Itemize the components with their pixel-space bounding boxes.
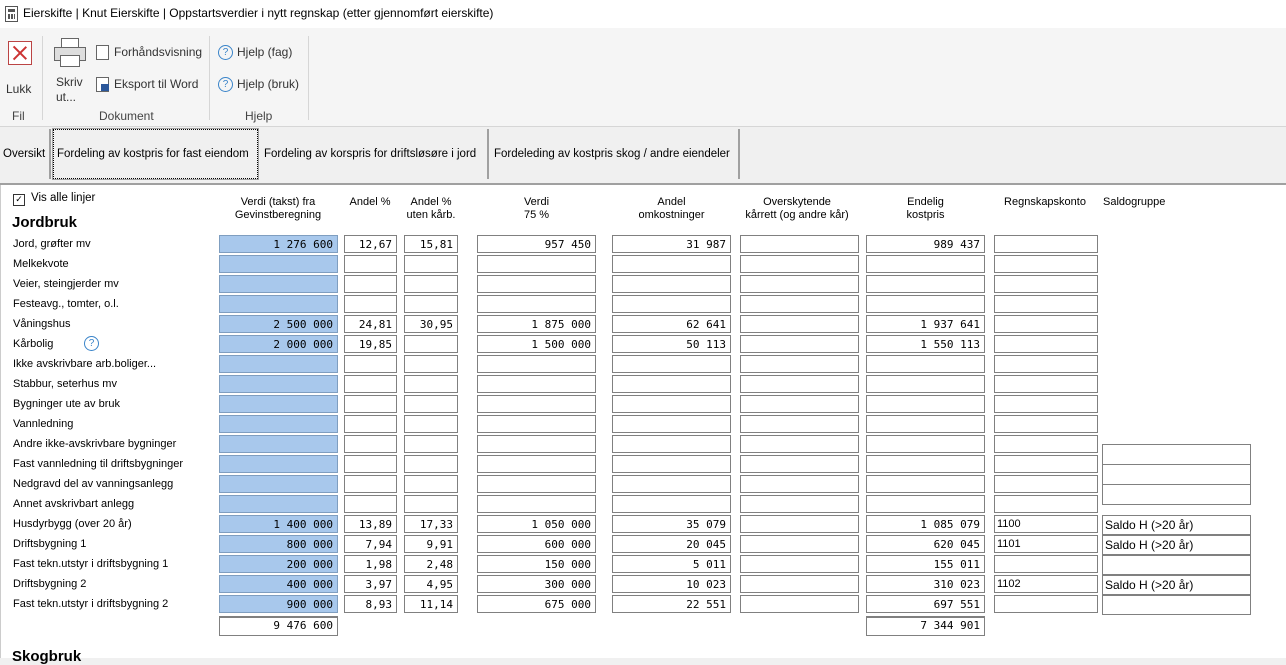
row-label: Ikke avskrivbare arb.boliger... [13,358,157,370]
andel-uten-cell: 30,95 [404,315,458,333]
endelig-kostpris-cell [866,475,985,493]
print-label: Skriv ut... [56,75,83,104]
verdi-takst-input[interactable] [219,255,338,273]
saldogruppe-select[interactable]: Saldo H (>20 år) [1102,535,1251,555]
endelig-kostpris-cell: 697 551 [866,595,985,613]
verdi-takst-input[interactable] [219,475,338,493]
saldogruppe-select[interactable] [1102,464,1251,485]
andel-cell [344,415,397,433]
verdi-takst-input[interactable] [219,395,338,413]
regnskapskonto-input[interactable] [994,295,1098,313]
andel-uten-cell [404,275,458,293]
endelig-kostpris-cell [866,495,985,513]
verdi75-cell: 957 450 [477,235,596,253]
andel-cell [344,295,397,313]
help-fag-button[interactable] [217,44,307,62]
help-bruk-button[interactable] [217,76,307,94]
endelig-kostpris-cell [866,395,985,413]
show-all-lines-label: Vis alle linjer [31,192,96,204]
overskytende-input[interactable] [740,595,859,613]
row-label: Stabbur, seterhus mv [13,378,117,390]
print-button[interactable] [50,36,88,106]
andel-cell: 1,98 [344,555,397,573]
overskytende-input[interactable] [740,535,859,553]
overskytende-input[interactable] [740,495,859,513]
col-header-konto: Regnskapskonto [1004,196,1086,208]
saldogruppe-select[interactable] [1102,595,1251,615]
endelig-kostpris-cell [866,275,985,293]
overskytende-input[interactable] [740,315,859,333]
regnskapskonto-input[interactable] [994,255,1098,273]
verdi75-cell [477,355,596,373]
andel-uten-cell [404,375,458,393]
endelig-kostpris-cell: 310 023 [866,575,985,593]
overskytende-input[interactable] [740,555,859,573]
saldogruppe-select[interactable]: Saldo H (>20 år) [1102,515,1251,535]
preview-label: Forhåndsvisning [114,45,203,59]
endelig-kostpris-cell [866,355,985,373]
col-header-endelig: Endelig kostpris [906,196,945,221]
regnskapskonto-input[interactable] [994,455,1098,473]
regnskapskonto-input[interactable] [994,395,1098,413]
verdi75-cell [477,495,596,513]
word-icon [96,77,109,92]
row-label: Nedgravd del av vanningsanlegg [13,478,174,490]
endelig-kostpris-cell: 1 937 641 [866,315,985,333]
verdi75-cell: 300 000 [477,575,596,593]
regnskapskonto-input[interactable] [994,235,1098,253]
row-label: Fast vannledning til driftsbygninger [13,458,183,470]
andel-uten-cell [404,435,458,453]
omkostninger-cell: 50 113 [612,335,731,353]
regnskapskonto-input[interactable] [994,335,1098,353]
verdi-takst-input[interactable]: 400 000 [219,575,338,593]
overskytende-input[interactable] [740,515,859,533]
row-label: Festeavg., tomter, o.l. [13,298,119,310]
verdi75-cell [477,395,596,413]
andel-uten-cell [404,255,458,273]
omkostninger-cell: 62 641 [612,315,731,333]
tab-skog-andre[interactable]: Fordeleding av kostpris skog / andre eiendeler [491,129,740,179]
row-label: Fast tekn.utstyr i driftsbygning 1 [13,558,169,570]
verdi75-cell: 600 000 [477,535,596,553]
omkostninger-cell [612,255,731,273]
andel-uten-cell [404,495,458,513]
omkostninger-cell [612,355,731,373]
endelig-kostpris-cell [866,415,985,433]
tab-driftslosore[interactable]: Fordeling av korspris for driftsløsøre i jord [261,129,489,179]
export-word-button[interactable] [94,76,206,94]
andel-cell [344,355,397,373]
help-icon: ? [218,45,233,60]
regnskapskonto-input[interactable] [994,275,1098,293]
endelig-kostpris-cell: 989 437 [866,235,985,253]
overskytende-input[interactable] [740,435,859,453]
col-header-andel-uten: Andel % uten kårb. [406,196,456,221]
row-label: Driftsbygning 1 [13,538,87,550]
row-label: Annet avskrivbart anlegg [13,498,135,510]
col-header-verdi75: Verdi 75 % [523,196,550,221]
andel-uten-cell: 11,14 [404,595,458,613]
row-label: Andre ikke-avskrivbare bygninger [13,438,177,450]
verdi75-cell [477,275,596,293]
printer-icon [54,38,84,66]
verdi75-cell [477,375,596,393]
help-icon: ? [218,77,233,92]
overskytende-input[interactable] [740,335,859,353]
omkostninger-cell [612,475,731,493]
verdi75-cell: 1 875 000 [477,315,596,333]
window-title: Eierskifte | Knut Eierskifte | Oppstartsverdier i nytt regnskap (etter gjennomført eierskifte) [23,6,494,20]
col-header-overskytende: Overskytende kårrett (og andre kår) [745,196,849,221]
group-divider [209,36,210,120]
section-title-skogbruk: Skogbruk [12,648,82,665]
verdi-takst-input[interactable]: 2 500 000 [219,315,338,333]
group-label-hjelp: Hjelp [245,109,273,123]
close-label: Lukk [6,82,32,96]
omkostninger-cell [612,415,731,433]
overskytende-input[interactable] [740,475,859,493]
verdi-takst-input[interactable]: 800 000 [219,535,338,553]
omkostninger-cell: 35 079 [612,515,731,533]
regnskapskonto-input[interactable] [994,315,1098,333]
col-header-verdi-takst: Verdi (takst) fra Gevinstberegning [234,196,322,221]
group-label-dokument: Dokument [99,109,154,123]
andel-cell [344,495,397,513]
omkostninger-cell [612,435,731,453]
saldogruppe-select[interactable] [1102,444,1251,465]
regnskapskonto-input[interactable]: 1101 [994,535,1098,553]
endelig-kostpris-cell: 1 085 079 [866,515,985,533]
verdi75-cell [477,415,596,433]
endelig-kostpris-cell: 620 045 [866,535,985,553]
endelig-kostpris-cell [866,255,985,273]
tab-bar [0,127,1286,185]
regnskapskonto-input[interactable] [994,415,1098,433]
regnskapskonto-input[interactable] [994,495,1098,513]
overskytende-input[interactable] [740,375,859,393]
overskytende-input[interactable] [740,275,859,293]
regnskapskonto-input[interactable]: 1100 [994,515,1098,533]
help-bruk-label: Hjelp (bruk) [237,77,300,91]
andel-cell [344,395,397,413]
verdi-takst-input[interactable] [219,295,338,313]
saldogruppe-select[interactable] [1102,555,1251,575]
close-icon [8,41,32,65]
verdi-takst-input[interactable] [219,495,338,513]
endelig-kostpris-cell: 1 550 113 [866,335,985,353]
andel-cell [344,435,397,453]
row-label: Våningshus [13,318,71,330]
andel-cell [344,375,397,393]
andel-uten-cell [404,455,458,473]
regnskapskonto-input[interactable] [994,555,1098,573]
andel-cell [344,255,397,273]
tab-oversikt[interactable]: Oversikt [0,129,51,179]
content-panel [0,185,1286,665]
andel-uten-cell: 17,33 [404,515,458,533]
andel-cell: 12,67 [344,235,397,253]
verdi75-cell [477,455,596,473]
verdi75-cell: 1 500 000 [477,335,596,353]
saldogruppe-select[interactable] [1102,484,1251,505]
overskytende-input[interactable] [740,575,859,593]
ribbon [0,28,1286,127]
help-icon[interactable]: ? [84,336,99,351]
omkostninger-cell [612,375,731,393]
group-label-fil: Fil [12,109,25,123]
omkostninger-cell [612,395,731,413]
col-header-saldogruppe: Saldogruppe [1103,196,1166,208]
verdi75-cell: 150 000 [477,555,596,573]
andel-cell: 3,97 [344,575,397,593]
andel-uten-cell [404,355,458,373]
overskytende-input[interactable] [740,255,859,273]
verdi-takst-input[interactable] [219,415,338,433]
verdi-takst-input[interactable]: 2 000 000 [219,335,338,353]
section-title-jordbruk: Jordbruk [12,214,78,231]
omkostninger-cell [612,495,731,513]
overskytende-input[interactable] [740,415,859,433]
verdi-takst-input[interactable]: 1 276 600 [219,235,338,253]
andel-uten-cell [404,395,458,413]
andel-uten-cell: 15,81 [404,235,458,253]
andel-uten-cell [404,335,458,353]
endelig-kostpris-cell [866,295,985,313]
andel-cell [344,475,397,493]
omkostninger-cell [612,295,731,313]
verdi-takst-input[interactable] [219,275,338,293]
row-label: Bygninger ute av bruk [13,398,121,410]
regnskapskonto-input[interactable]: 1102 [994,575,1098,593]
verdi-takst-input[interactable]: 900 000 [219,595,338,613]
verdi75-cell [477,435,596,453]
omkostninger-cell [612,275,731,293]
omkostninger-cell: 22 551 [612,595,731,613]
andel-uten-cell: 9,91 [404,535,458,553]
endelig-kostpris-cell: 155 011 [866,555,985,573]
omkostninger-cell: 20 045 [612,535,731,553]
andel-cell: 8,93 [344,595,397,613]
export-label: Eksport til Word [114,77,199,91]
andel-uten-cell [404,475,458,493]
row-label: Fast tekn.utstyr i driftsbygning 2 [13,598,169,610]
regnskapskonto-input[interactable] [994,375,1098,393]
regnskapskonto-input[interactable] [994,595,1098,613]
verdi-takst-input[interactable] [219,455,338,473]
andel-cell: 24,81 [344,315,397,333]
regnskapskonto-input[interactable] [994,355,1098,373]
overskytende-input[interactable] [740,395,859,413]
overskytende-input[interactable] [740,355,859,373]
endelig-kostpris-cell [866,455,985,473]
title-bar [0,0,1286,28]
col-header-andel: Andel % [349,196,391,208]
col-header-andel-omk: Andel omkostninger [638,196,705,221]
verdi-takst-input[interactable] [219,375,338,393]
omkostninger-cell: 10 023 [612,575,731,593]
verdi-takst-input[interactable]: 200 000 [219,555,338,573]
omkostninger-cell: 5 011 [612,555,731,573]
group-divider [42,36,43,120]
checkbox-mark: ✓ [13,194,25,206]
help-fag-label: Hjelp (fag) [237,45,293,59]
endelig-kostpris-cell [866,375,985,393]
andel-cell [344,275,397,293]
andel-cell: 19,85 [344,335,397,353]
preview-button[interactable] [94,44,206,62]
row-label: Kårbolig [13,338,54,350]
row-label: Veier, steingjerder mv [13,278,119,290]
overskytende-input[interactable] [740,235,859,253]
row-label: Jord, grøfter mv [13,238,91,250]
row-label: Vannledning [13,418,74,430]
andel-uten-cell: 4,95 [404,575,458,593]
andel-cell: 13,89 [344,515,397,533]
andel-uten-cell [404,295,458,313]
group-divider [308,36,309,120]
row-label: Driftsbygning 2 [13,578,87,590]
andel-cell: 7,94 [344,535,397,553]
show-all-lines-checkbox[interactable] [1,185,111,209]
overskytende-input[interactable] [740,455,859,473]
row-label: Melkekvote [13,258,69,270]
regnskapskonto-input[interactable] [994,435,1098,453]
calculator-icon [5,6,18,22]
verdi75-cell [477,475,596,493]
verdi75-cell [477,295,596,313]
row-label: Husdyrbygg (over 20 år) [13,518,132,530]
verdi75-cell [477,255,596,273]
verdi-takst-input[interactable] [219,435,338,453]
total-verdi-takst: 9 476 600 [219,616,338,636]
total-endelig-kostpris: 7 344 901 [866,616,985,636]
endelig-kostpris-cell [866,435,985,453]
overskytende-input[interactable] [740,295,859,313]
andel-uten-cell: 2,48 [404,555,458,573]
preview-icon [96,45,109,60]
verdi-takst-input[interactable]: 1 400 000 [219,515,338,533]
tab-fast-eiendom[interactable]: Fordeling av kostpris for fast eiendom [53,129,258,179]
regnskapskonto-input[interactable] [994,475,1098,493]
close-button[interactable] [2,36,36,100]
andel-cell [344,455,397,473]
saldogruppe-select[interactable]: Saldo H (>20 år) [1102,575,1251,595]
omkostninger-cell [612,455,731,473]
andel-uten-cell [404,415,458,433]
omkostninger-cell: 31 987 [612,235,731,253]
verdi75-cell: 675 000 [477,595,596,613]
verdi75-cell: 1 050 000 [477,515,596,533]
verdi-takst-input[interactable] [219,355,338,373]
